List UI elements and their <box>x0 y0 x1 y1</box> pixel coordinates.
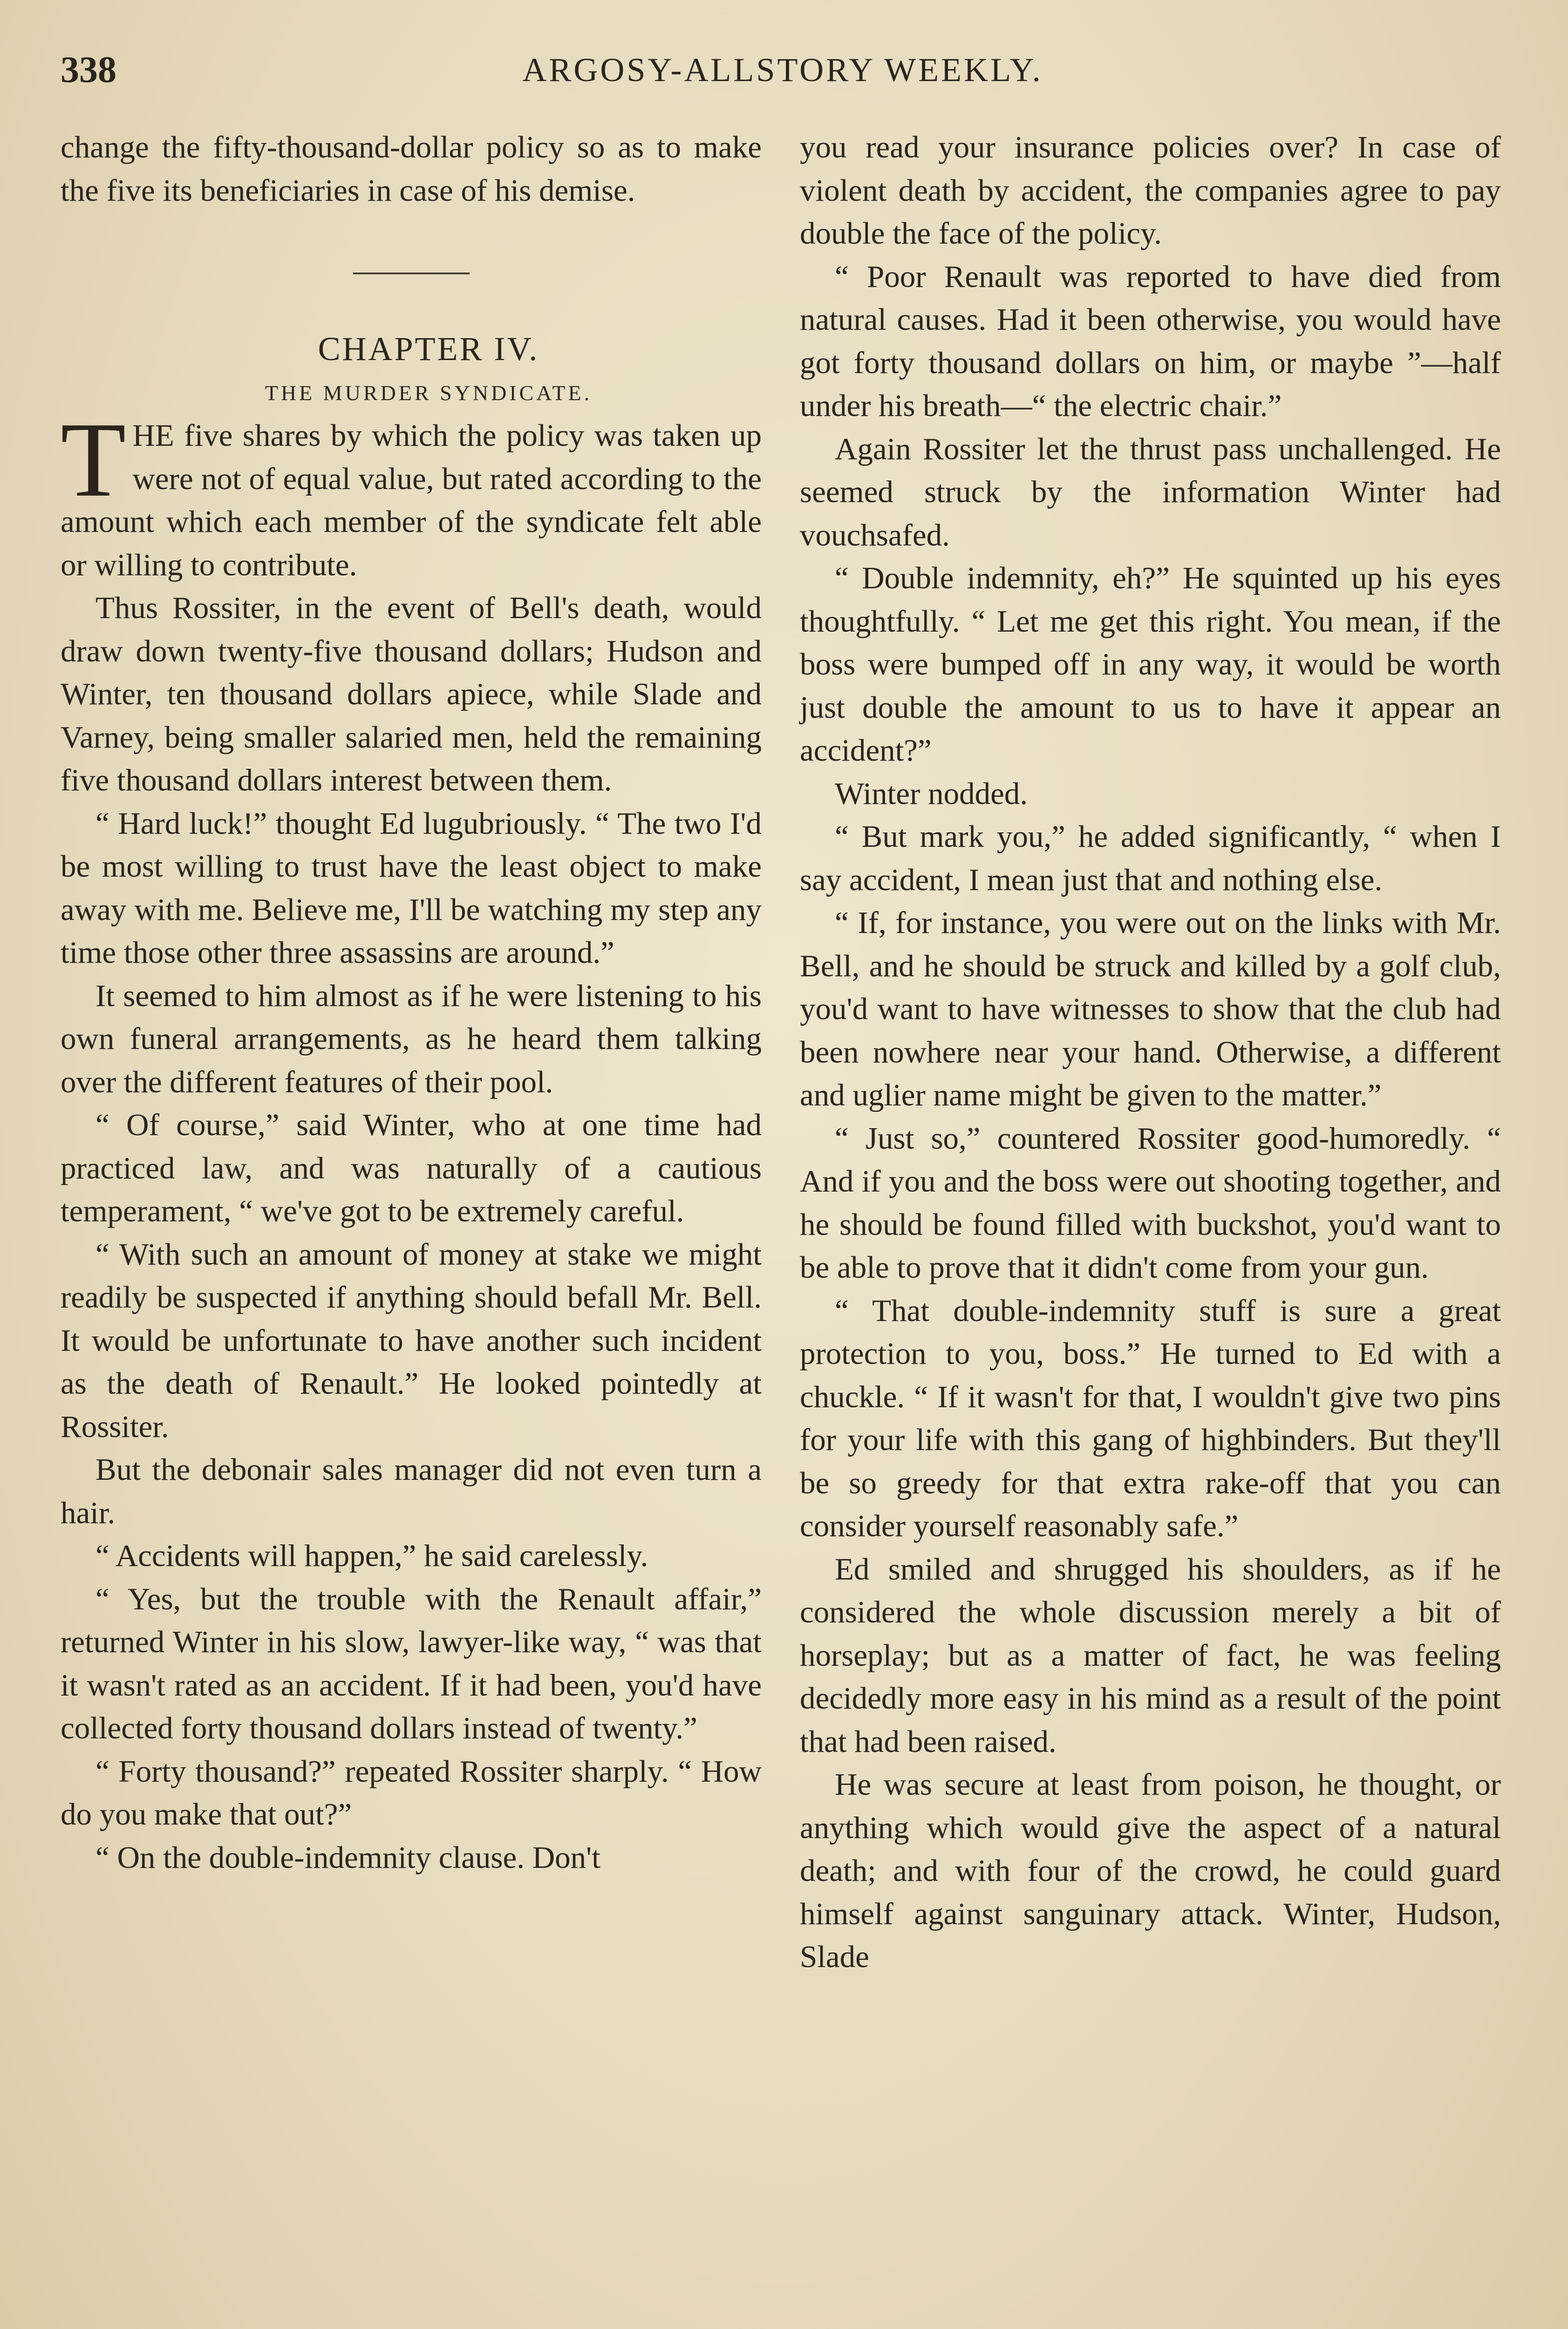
paragraph: “ With such an amount of money at stake we might readily be suspected if anything should befall Mr. Bell. It would be unfortunate to have another such incident as the death of Renault.” He looked pointedly at Rossiter. <box>61 1237 762 1444</box>
paragraph: “ That double-indemnity stuff is sure a great protection to you, boss.” He turned to Ed with a chuckle. “ If it wasn't for that, I wouldn't give two pins for your life with this gang of highbinders. But they'll be so greedy for that extra rake-off that you can consider yourself reasonably safe.” <box>800 1293 1501 1543</box>
opening-paragraph-text: HE five shares by which the policy was taken up were not of equal value, but rated according to the amount which each member of the syndicate felt able or willing to contribute. <box>61 418 762 582</box>
paragraph: you read your insurance policies over? In case of violent death by accident, the companies agree to pay double the face of the policy. <box>800 130 1501 251</box>
paragraph: “ But mark you,” he added significantly, “ when I say accident, I mean just that and nothing else. <box>800 819 1501 897</box>
running-head: ARGOSY-ALLSTORY WEEKLY. <box>522 51 1043 89</box>
paragraph: It seemed to him almost as if he were listening to his own funeral arrangements, as he heard them talking over the different features of their pool. <box>61 978 762 1099</box>
page-header <box>61 44 1505 95</box>
paragraph: “ Accidents will happen,” he said carelessly. <box>95 1539 648 1573</box>
paragraph: But the debonair sales manager did not even turn a hair. <box>61 1452 762 1530</box>
drop-cap: T <box>61 400 126 519</box>
paragraph: change the fifty-thousand-dollar policy so as to make the five its beneficiaries in case of his demise. <box>61 130 762 208</box>
paragraph: Ed smiled and shrugged his shoulders, as if he considered the whole discussion merely a bit of horseplay; but as a matter of fact, he was feeling decidedly more easy in his mind as a result of the point that had been raised. <box>800 1552 1501 1759</box>
paragraph: Thus Rossiter, in the event of Bell's death, would draw down twenty-five thousand dollars; Hudson and Winter, ten thousand dollars apiece, while Slade and Varney, being smaller salaried men, held the remaining five thousand dollars interest between them. <box>61 591 762 797</box>
paragraph: Again Rossiter let the thrust pass unchallenged. He seemed struck by the information Winter had vouchsafed. <box>800 431 1501 552</box>
chapter-title: THE MURDER SYNDICATE. <box>265 381 593 405</box>
paragraph: “ Poor Renault was reported to have died from natural causes. Had it been otherwise, you would have got forty thousand dollars on him, or maybe ”—half under his breath—“ the electric chair.” <box>800 259 1501 423</box>
paragraph: “ Hard luck!” thought Ed lugubriously. “ The two I'd be most willing to trust have the least object to make away with me. Believe me, I'll be watching my step any time those other three assassins are around.” <box>61 806 762 970</box>
chapter-heading: CHAPTER IV. <box>318 330 539 368</box>
right-column <box>800 126 1501 1979</box>
page-number: 338 <box>61 49 116 90</box>
paragraph: He was secure at least from poison, he thought, or anything which would give the aspect of a natural death; and with four of the crowd, he could guard himself against sanguinary attack. Winter, Hudson, Slade <box>800 1767 1501 1974</box>
paragraph: “ Of course,” said Winter, who at one time had practiced law, and was naturally of a cautious temperament, “ we've got to be extremely careful. <box>61 1108 762 1228</box>
section-divider <box>353 272 470 274</box>
paragraph: “ On the double-indemnity clause. Don't <box>95 1840 600 1875</box>
left-column <box>61 126 762 1879</box>
paragraph: “ Yes, but the trouble with the Renault affair,” returned Winter in his slow, lawyer-like way, “ was that it wasn't rated as an accident. If it had been, you'd have collected forty thousand dollars instead of twenty.” <box>61 1581 762 1745</box>
opening-paragraph <box>61 400 762 586</box>
paragraph: “ If, for instance, you were out on the links with Mr. Bell, and he should be struck and killed by a golf club, you'd want to have witnesses to show that the club had been nowhere near your hand. Otherwise, a different and uglier name might be given to the matter.” <box>800 906 1501 1112</box>
paragraph: “ Double indemnity, eh?” He squinted up his eyes thoughtfully. “ Let me get this right. You mean, if the boss were bumped off in any way, it would be worth just double the amount to us to have it appear an accident?” <box>800 561 1501 768</box>
paragraph: “ Just so,” countered Rossiter good-humoredly. “ And if you and the boss were out shooting together, and he should be found filled with buckshot, you'd want to be able to prove that it didn't come from your gun. <box>800 1121 1501 1285</box>
paragraph: “ Forty thousand?” repeated Rossiter sharply. “ How do you make that out?” <box>61 1754 762 1832</box>
paragraph: Winter nodded. <box>835 776 1028 811</box>
